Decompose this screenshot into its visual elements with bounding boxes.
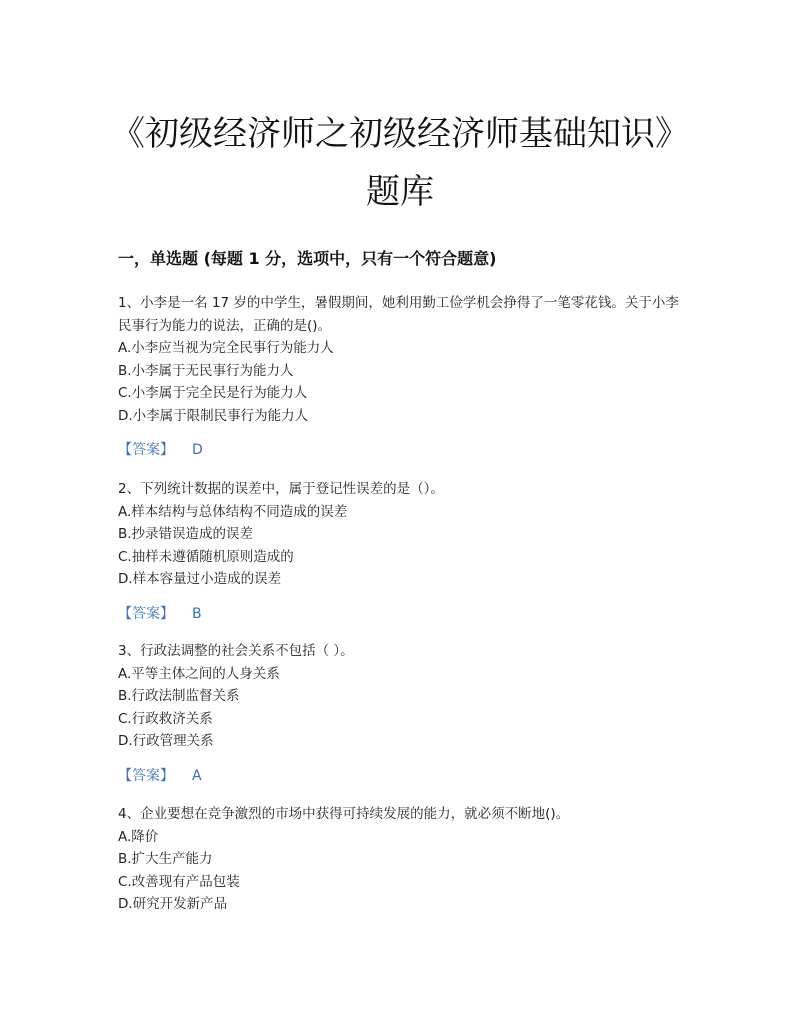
option-d: D.行政管理关系 xyxy=(118,733,214,749)
option-c: C.行政救济关系 xyxy=(118,710,213,727)
document-title: 《初级经济师之初级经济师基础知识》题库 xyxy=(111,114,689,212)
answer-value: D xyxy=(192,442,203,458)
answer-line xyxy=(118,439,688,461)
option-d: D.小李属于限制民事行为能力人 xyxy=(118,407,309,424)
option-a: A.降价 xyxy=(118,828,159,845)
question-1 xyxy=(118,292,688,461)
option-c: C.抽样未遵循随机原则造成的 xyxy=(118,548,294,565)
option-c: C.小李属于完全民是行为能力人 xyxy=(118,385,308,401)
question-stem: 1、小李是一名 17 岁的中学生，暑假期间，她利用勤工俭学机会挣得了一笔零花钱。关于小李民事行为能力的说法，正确的是()。 xyxy=(118,295,679,334)
option-c: C.改善现有产品包装 xyxy=(118,873,240,890)
option-d: D.样本容量过小造成的误差 xyxy=(118,571,282,587)
option-a: A.样本结构与总体结构不同造成的误差 xyxy=(118,503,348,520)
option-b: B.抄录错误造成的误差 xyxy=(118,526,254,542)
question-4 xyxy=(118,803,688,916)
question-3 xyxy=(118,640,688,787)
option-b: B.行政法制监督关系 xyxy=(118,688,240,704)
answer-label: 【答案】 xyxy=(118,605,174,622)
question-stem: 4、企业要想在竞争激烈的市场中获得可持续发展的能力，就必须不断地()。 xyxy=(118,806,570,822)
section-heading: 一，单选题 (每题 1 分，选项中，只有一个符合题意) xyxy=(118,249,497,268)
answer-value: A xyxy=(192,767,202,784)
option-b: B.小李属于无民事行为能力人 xyxy=(118,362,294,379)
question-stem: 3、行政法调整的社会关系不包括（ ）。 xyxy=(118,643,354,659)
option-d: D.研究开发新产品 xyxy=(118,896,228,912)
question-stem: 2、下列统计数据的误差中，属于登记性误差的是（）。 xyxy=(118,481,444,497)
question-2 xyxy=(118,478,688,625)
option-b: B.扩大生产能力 xyxy=(118,851,213,867)
answer-label: 【答案】 xyxy=(118,442,174,458)
option-a: A.平等主体之间的人身关系 xyxy=(118,665,280,682)
answer-line xyxy=(118,765,688,787)
option-a: A.小李应当视为完全民事行为能力人 xyxy=(118,340,334,356)
answer-line xyxy=(118,603,688,625)
answer-value: B xyxy=(192,605,202,622)
answer-label: 【答案】 xyxy=(118,767,174,784)
